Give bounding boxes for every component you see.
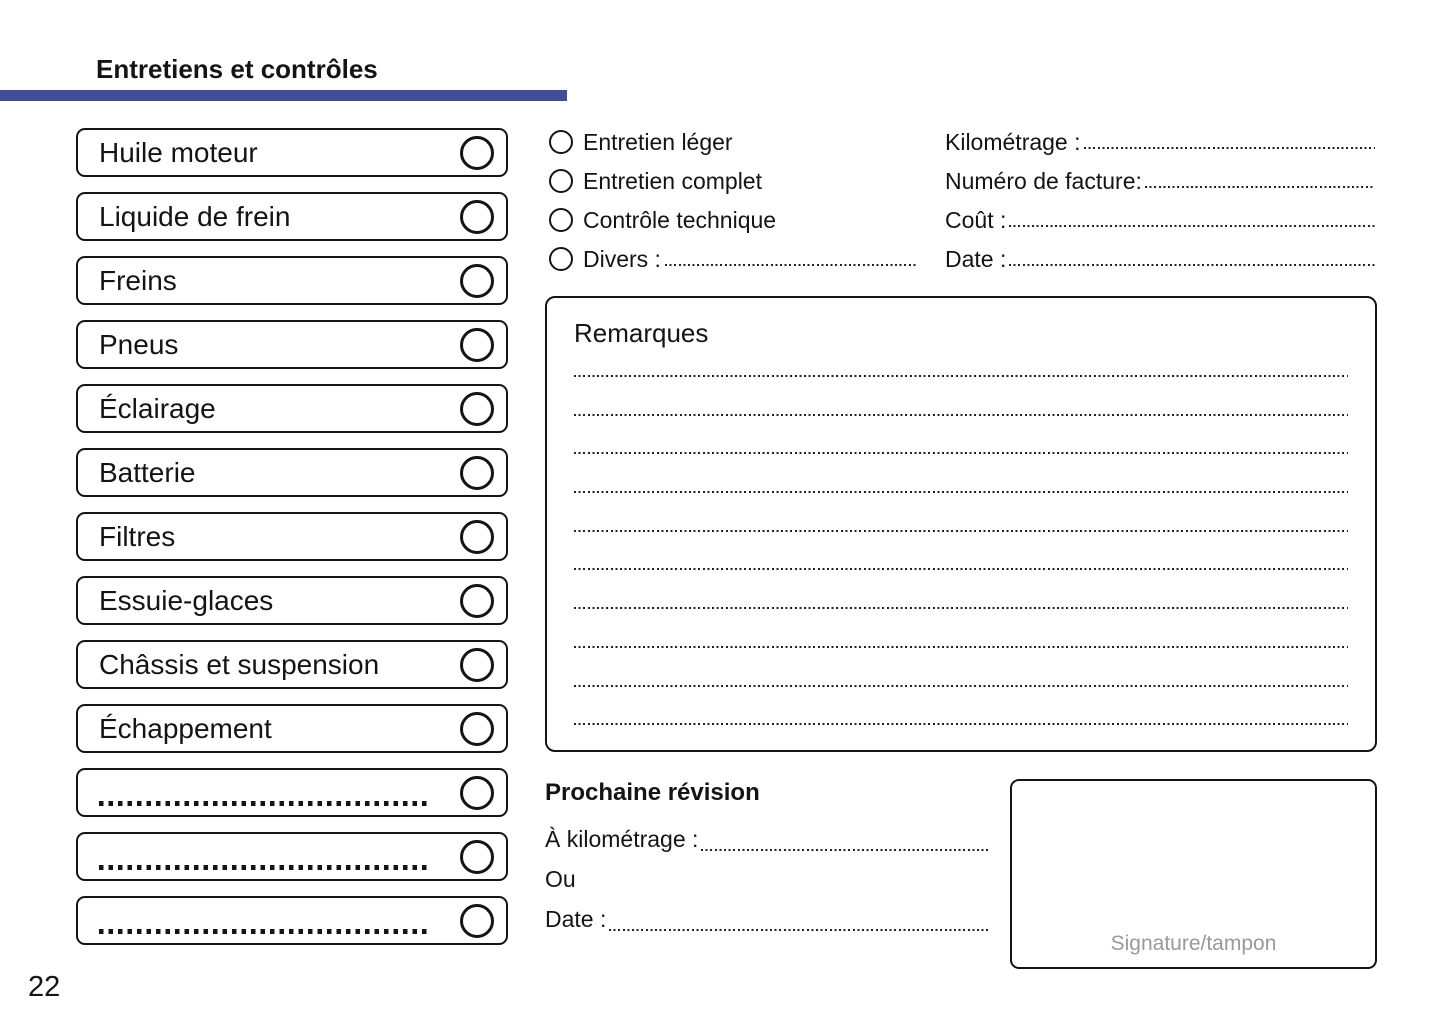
cout-write-in-line[interactable] [1009, 225, 1375, 227]
maintenance-checklist [76, 128, 508, 960]
check-circle[interactable] [460, 712, 494, 746]
check-circle[interactable] [460, 840, 494, 874]
check-circle[interactable] [460, 648, 494, 682]
remarks-line[interactable] [574, 530, 1348, 532]
checklist-row-freins [76, 256, 508, 305]
blank-item-write-in-line[interactable] [99, 929, 431, 934]
field-label: Numéro de facture: [945, 167, 1142, 194]
remarks-line[interactable] [574, 375, 1348, 377]
checklist-row-echappement [76, 704, 508, 753]
option-label: Divers : [583, 245, 661, 272]
checklist-row-liquide-de-frein [76, 192, 508, 241]
radio-circle[interactable] [549, 169, 573, 193]
remarks-line[interactable] [574, 414, 1348, 416]
field-kilometrage [945, 129, 1375, 155]
remarks-line[interactable] [574, 607, 1348, 609]
blank-item-write-in-line[interactable] [99, 865, 431, 870]
checklist-row-batterie [76, 448, 508, 497]
checklist-label: Châssis et suspension [99, 648, 380, 680]
option-divers [549, 246, 931, 272]
remarks-line[interactable] [574, 568, 1348, 570]
checklist-row-huile-moteur [76, 128, 508, 177]
checklist-label: Échappement [99, 712, 272, 744]
checklist-label: Éclairage [99, 392, 216, 424]
radio-circle[interactable] [549, 208, 573, 232]
checklist-row-blank [76, 896, 508, 945]
field-cout [945, 207, 1375, 233]
checklist-label: Freins [99, 264, 177, 296]
blank-item-write-in-line[interactable] [99, 801, 431, 806]
option-label: Contrôle technique [583, 206, 777, 233]
checklist-row-blank [76, 832, 508, 881]
check-circle[interactable] [460, 328, 494, 362]
radio-circle[interactable] [549, 130, 573, 154]
check-circle[interactable] [460, 264, 494, 298]
field-label: Coût : [945, 206, 1007, 233]
checklist-label: Batterie [99, 456, 196, 488]
field-label: Kilométrage : [945, 128, 1081, 155]
next-service-or-label: Ou [545, 865, 576, 892]
checklist-label: Liquide de frein [99, 200, 291, 232]
service-type-options [549, 129, 931, 285]
facture-write-in-line[interactable] [1145, 186, 1375, 188]
option-label: Entretien complet [583, 167, 762, 194]
remarks-write-in-area[interactable] [574, 375, 1348, 725]
remarks-line[interactable] [574, 646, 1348, 648]
option-controle-technique [549, 207, 931, 233]
next-km-write-in-line[interactable] [701, 849, 990, 851]
remarks-line[interactable] [574, 491, 1348, 493]
checklist-label: Essuie-glaces [99, 584, 274, 616]
check-circle[interactable] [460, 456, 494, 490]
field-numero-de-facture [945, 168, 1375, 194]
next-date-write-in-line[interactable] [609, 929, 990, 931]
check-circle[interactable] [460, 520, 494, 554]
date-write-in-line[interactable] [1009, 264, 1375, 266]
service-record-fields [945, 129, 1375, 285]
checklist-row-blank [76, 768, 508, 817]
kilometrage-write-in-line[interactable] [1084, 147, 1375, 149]
checklist-label: Huile moteur [99, 136, 258, 168]
signature-stamp-box[interactable] [1010, 779, 1377, 969]
check-circle[interactable] [460, 136, 494, 170]
option-entretien-leger [549, 129, 931, 155]
checklist-row-essuie-glaces [76, 576, 508, 625]
next-service-title: Prochaine révision [545, 779, 760, 806]
check-circle[interactable] [460, 584, 494, 618]
remarks-line[interactable] [574, 452, 1348, 454]
check-circle[interactable] [460, 776, 494, 810]
field-label: Date : [945, 245, 1007, 272]
option-entretien-complet [549, 168, 931, 194]
checklist-row-eclairage [76, 384, 508, 433]
divers-write-in-line[interactable] [665, 264, 918, 266]
next-service-section [545, 779, 990, 939]
remarks-title: Remarques [574, 318, 709, 348]
checklist-label: Pneus [99, 328, 179, 360]
field-date [945, 246, 1375, 272]
next-service-km-field [545, 819, 990, 859]
checklist-row-filtres [76, 512, 508, 561]
remarks-line[interactable] [574, 723, 1348, 725]
signature-stamp-label: Signature/tampon [1110, 932, 1277, 955]
page-title: Entretiens et contrôles [96, 54, 378, 84]
remarks-line[interactable] [574, 685, 1348, 687]
title-accent-bar [0, 90, 567, 101]
checklist-row-chassis-et-suspension [76, 640, 508, 689]
next-service-date-field [545, 899, 990, 939]
check-circle[interactable] [460, 392, 494, 426]
check-circle[interactable] [460, 904, 494, 938]
field-label: À kilométrage : [545, 825, 699, 852]
checklist-label: Filtres [99, 520, 176, 552]
radio-circle[interactable] [549, 247, 573, 271]
page-number: 22 [28, 971, 61, 1003]
checklist-row-pneus [76, 320, 508, 369]
check-circle[interactable] [460, 200, 494, 234]
field-label: Date : [545, 905, 607, 932]
option-label: Entretien léger [583, 128, 733, 155]
remarks-box [545, 296, 1377, 752]
